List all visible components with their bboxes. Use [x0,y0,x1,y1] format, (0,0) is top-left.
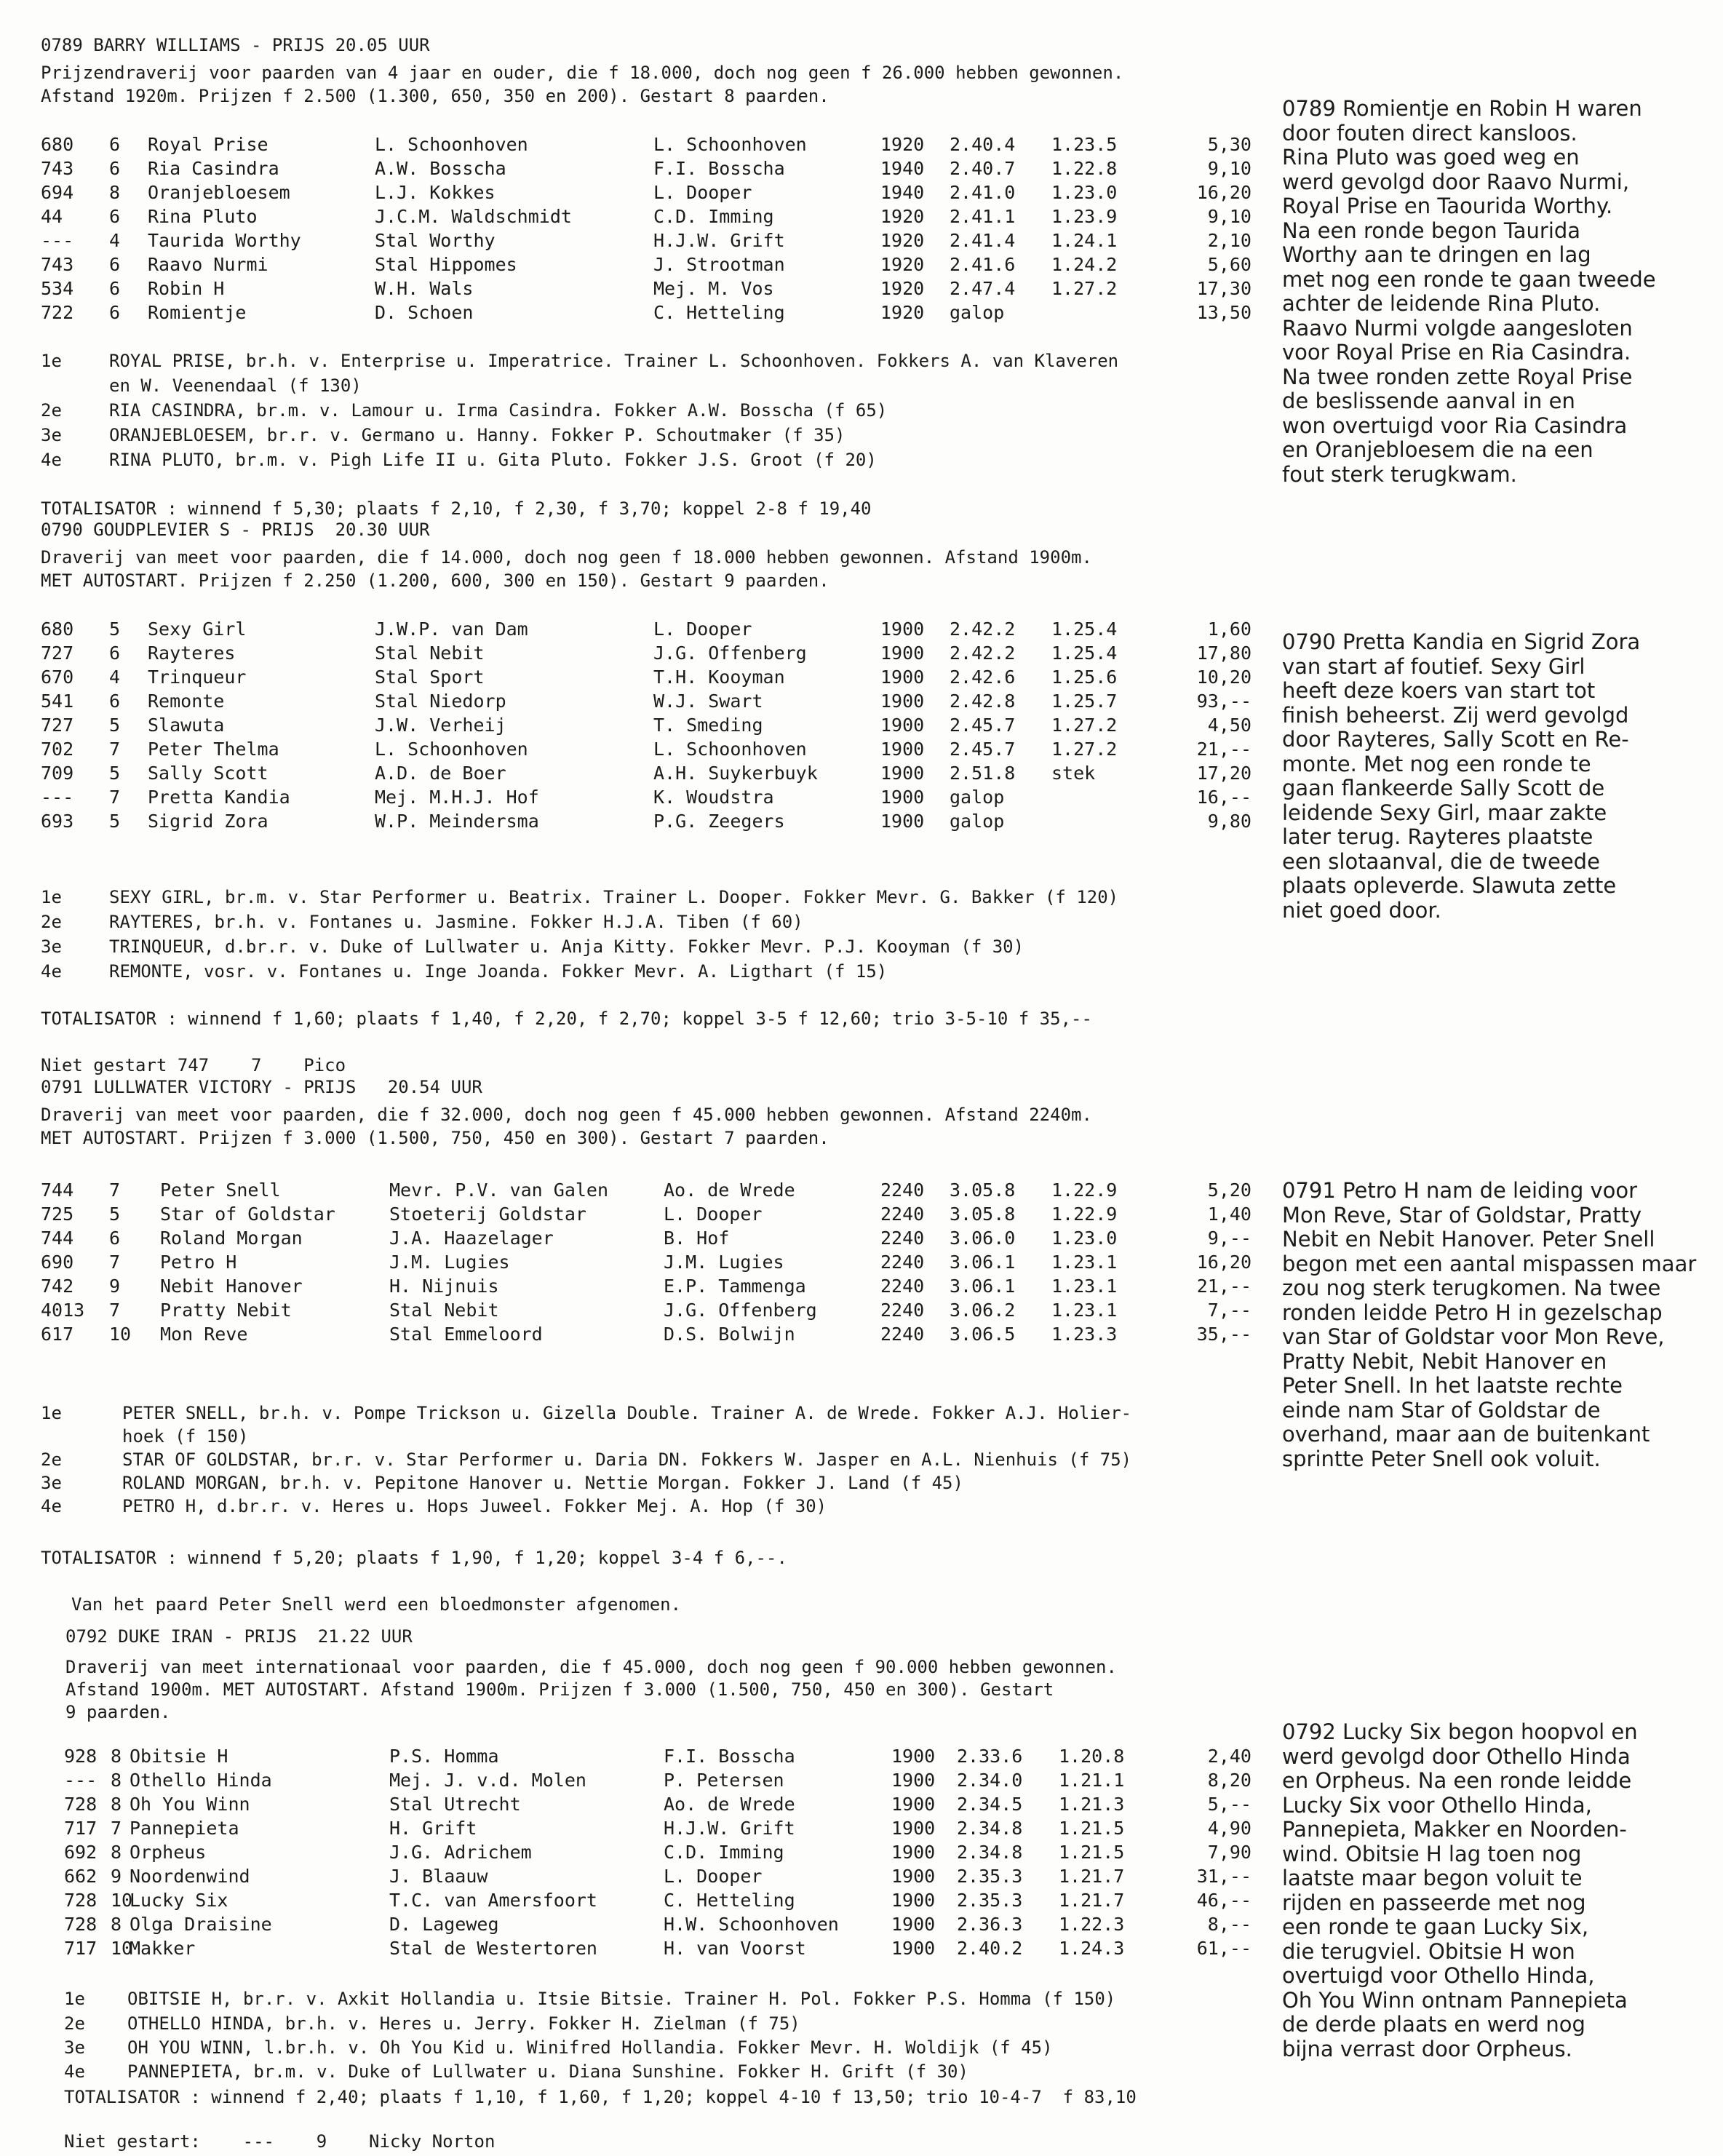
report-line: een slotaanval, die de tweede [1282,848,1600,874]
report-line: won overtuigd voor Ria Casindra [1282,413,1628,438]
race-description: Afstand 1900m. MET AUTOSTART. Afstand 1900m. Prijzen f 3.000 (1.500, 750, 450 en 300). Gestart [65,1679,1054,1700]
race-description: Draverij van meet internationaal voor paarden, die f 45.000, doch nog geen f 90.000 hebben gewonnen. [65,1657,1117,1677]
report-line: 0789 Romientje en Robin H waren [1282,96,1642,121]
report-line: sprintte Peter Snell ook voluit. [1282,1446,1601,1471]
table-row: 928 8 Obitsie H P.S. Homma F.I. Bosscha 1900 2.33.6 1.20.8 2,40 [64,1746,1252,1767]
placing-line: 1e PETER SNELL, br.h. v. Pompe Trickson u. Gizella Double. Trainer A. de Wrede. Fokker A.J. Holier- [41,1403,1132,1423]
report-line: wind. Obitsie H lag toen nog [1282,1841,1582,1866]
placing-line: 1e OBITSIE H, br.r. v. Axkit Hollandia u. Itsie Bitsie. Trainer H. Pol. Fokker P.S. Homma (f 150) [64,1989,1116,2009]
note: Van het paard Peter Snell werd een bloedmonster afgenomen. [71,1594,682,1615]
race-header: 0789 BARRY WILLIAMS - PRIJS 20.05 UUR [41,35,430,55]
report-line: Nebit en Nebit Hanover. Peter Snell [1282,1227,1655,1252]
report-line: achter de leidende Rina Pluto. [1282,291,1601,316]
table-row: --- 8 Othello Hinda Mej. J. v.d. Molen P. Petersen 1900 2.34.0 1.21.1 8,20 [64,1770,1252,1791]
report-line: Raavo Nurmi volgde aangesloten [1282,315,1633,341]
race-description: Draverij van meet voor paarden, die f 32.000, doch nog geen f 45.000 hebben gewonnen. Afstand 2240m. [41,1105,1092,1125]
table-row: 694 8 Oranjebloesem L.J. Kokkes L. Dooper 1940 2.41.0 1.23.0 16,20 [41,182,1252,203]
table-row: 717 7 Pannepieta H. Grift H.J.W. Grift 1900 2.34.8 1.21.5 4,90 [64,1818,1252,1839]
table-row: 743 6 Ria Casindra A.W. Bosscha F.I. Bosscha 1940 2.40.7 1.22.8 9,10 [41,158,1252,179]
not-started: Niet gestart 747 7 Pico [41,1055,346,1075]
report-line: Mon Reve, Star of Goldstar, Pratty [1282,1202,1642,1228]
report-line: bijna verrast door Orpheus. [1282,2036,1572,2061]
table-row: 617 10 Mon Reve Stal Emmeloord D.S. Bolwijn 2240 3.06.5 1.23.3 35,-- [41,1324,1252,1345]
table-row: 680 6 Royal Prise L. Schoonhoven L. Schoonhoven 1920 2.40.4 1.23.5 5,30 [41,134,1252,155]
placing-line: en W. Veenendaal (f 130) [109,375,362,396]
report-line: finish beheerst. Zij werd gevolgd [1282,702,1629,728]
report-line: een ronde te gaan Lucky Six, [1282,1914,1589,1939]
placing-line: 3e TRINQUEUR, d.br.r. v. Duke of Lullwater u. Anja Kitty. Fokker Mevr. P.J. Kooyman (f 30) [41,936,1024,957]
report-line: rijden en passeerde met nog [1282,1890,1586,1915]
table-row: 728 10 Lucky Six T.C. van Amersfoort C. Hetteling 1900 2.35.3 1.21.7 46,-- [64,1890,1252,1911]
report-line: Rina Pluto was goed weg en [1282,145,1580,170]
table-row: 728 8 Olga Draisine D. Lageweg H.W. Schoonhoven 1900 2.36.3 1.22.3 8,-- [64,1914,1252,1935]
report-line: begon met een aantal mispassen maar [1282,1251,1697,1276]
report-line: later terug. Rayteres plaatste [1282,824,1593,849]
table-row: 743 6 Raavo Nurmi Stal Hippomes J. Strootman 1920 2.41.6 1.24.2 5,60 [41,254,1252,275]
report-line: Peter Snell. In het laatste rechte [1282,1373,1623,1398]
report-line: plaats opleverde. Slawuta zette [1282,873,1617,898]
report-line: gaan flankeerde Sally Scott de [1282,776,1605,800]
report-line: met nog een ronde te gaan tweede [1282,266,1656,292]
table-row: 717 10 Makker Stal de Westertoren H. van Voorst 1900 2.40.2 1.24.3 61,-- [64,1938,1252,1959]
placing-line: 2e RAYTERES, br.h. v. Fontanes u. Jasmine. Fokker H.J.A. Tiben (f 60) [41,912,803,932]
table-row: 693 5 Sigrid Zora W.P. Meindersma P.G. Zeegers 1900 galop 9,80 [41,811,1252,832]
table-row: 692 8 Orpheus J.G. Adrichem C.D. Imming 1900 2.34.8 1.21.5 7,90 [64,1842,1252,1863]
report-line: werd gevolgd door Raavo Nurmi, [1282,169,1630,194]
race-header: 0791 LULLWATER VICTORY - PRIJS 20.54 UUR [41,1077,482,1097]
report-line: die terugviel. Obitsie H won [1282,1938,1575,1964]
table-row: 744 6 Roland Morgan J.A. Haazelager B. Hof 2240 3.06.0 1.23.0 9,-- [41,1228,1252,1249]
report-line: 0791 Petro H nam de leiding voor [1282,1178,1638,1203]
placing-line: 1e SEXY GIRL, br.m. v. Star Performer u. Beatrix. Trainer L. Dooper. Fokker Mevr. G. Bakker (f 120) [41,887,1119,907]
race-header: 0792 DUKE IRAN - PRIJS 21.22 UUR [65,1626,413,1647]
report-line: monte. Met nog een ronde te [1282,751,1591,776]
report-line: de derde plaats en werd nog [1282,2012,1585,2037]
totalisator: TOTALISATOR : winnend f 2,40; plaats f 1,10, f 1,60, f 1,20; koppel 4-10 f 13,50; trio 10-4-7 f 83,10 [64,2087,1137,2107]
table-row: 725 5 Star of Goldstar Stoeterij Goldstar L. Dooper 2240 3.05.8 1.22.9 1,40 [41,1204,1252,1225]
race-description: Afstand 1920m. Prijzen f 2.500 (1.300, 650, 350 en 200). Gestart 8 paarden. [41,86,829,106]
report-line: leidende Sexy Girl, maar zakte [1282,800,1607,825]
table-row: 722 6 Romientje D. Schoen C. Hetteling 1920 galop 13,50 [41,302,1252,323]
report-line: Lucky Six voor Othello Hinda, [1282,1792,1592,1818]
report-line: de beslissende aanval in en [1282,389,1575,413]
placing-line: hoek (f 150) [122,1426,249,1447]
report-line: voor Royal Prise en Ria Casindra. [1282,340,1631,365]
report-line: van Star of Goldstar voor Mon Reve, [1282,1324,1665,1349]
report-line: door fouten direct kansloos. [1282,120,1577,146]
race-report-0792 [1282,1720,1719,2061]
race-report-0790 [1282,630,1719,923]
table-row: 702 7 Peter Thelma L. Schoonhoven L. Schoonhoven 1900 2.45.7 1.27.2 21,-- [41,739,1252,760]
table-row: 744 7 Peter Snell Mevr. P.V. van Galen Ao. de Wrede 2240 3.05.8 1.22.9 5,20 [41,1180,1252,1201]
race-description: MET AUTOSTART. Prijzen f 3.000 (1.500, 750, 450 en 300). Gestart 7 paarden. [41,1128,829,1148]
placing-line: 1e ROYAL PRISE, br.h. v. Enterprise u. Imperatrice. Trainer L. Schoonhoven. Fokkers A. van Klaveren [41,351,1119,371]
report-line: van start af foutief. Sexy Girl [1282,653,1585,679]
table-row: 742 9 Nebit Hanover H. Nijnuis E.P. Tammenga 2240 3.06.1 1.23.1 21,-- [41,1276,1252,1297]
report-line: 0790 Pretta Kandia en Sigrid Zora [1282,629,1641,654]
table-row: 728 8 Oh You Winn Stal Utrecht Ao. de Wrede 1900 2.34.5 1.21.3 5,-- [64,1794,1252,1815]
totalisator: TOTALISATOR : winnend f 5,20; plaats f 1,90, f 1,20; koppel 3-4 f 6,--. [41,1548,787,1568]
race-description: Draverij van meet voor paarden, die f 14.000, doch nog geen f 18.000 hebben gewonnen. Afstand 1900m. [41,547,1092,568]
placing-line: 2e OTHELLO HINDA, br.h. v. Heres u. Jerry. Fokker H. Zielman (f 75) [64,2013,800,2034]
placing-line: 3e OH YOU WINN, l.br.h. v. Oh You Kid u. Winifred Hollandia. Fokker Mevr. H. Woldijk (f 45) [64,2037,1053,2058]
report-line: Na een ronde begon Taurida [1282,218,1581,243]
report-line: Royal Prise en Taourida Worthy. [1282,194,1613,218]
report-line: overhand, maar aan de buitenkant [1282,1422,1650,1447]
placing-line: 4e RINA PLUTO, br.m. v. Pigh Life II u. Gita Pluto. Fokker J.S. Groot (f 20) [41,450,877,470]
report-line: ronden leidde Petro H in gezelschap [1282,1300,1663,1325]
report-line: werd gevolgd door Othello Hinda [1282,1743,1631,1769]
table-row: --- 7 Pretta Kandia Mej. M.H.J. Hof K. Woudstra 1900 galop 16,-- [41,787,1252,808]
report-line: einde nam Star of Goldstar de [1282,1397,1601,1423]
race-header: 0790 GOUDPLEVIER S - PRIJS 20.30 UUR [41,520,430,540]
race-description: 9 paarden. [65,1702,171,1722]
table-row: 670 4 Trinqueur Stal Sport T.H. Kooyman 1900 2.42.6 1.25.6 10,20 [41,667,1252,688]
placing-line: 4e REMONTE, vosr. v. Fontanes u. Inge Joanda. Fokker Mevr. A. Ligthart (f 15) [41,961,888,982]
table-row: 4013 7 Pratty Nebit Stal Nebit J.G. Offenberg 2240 3.06.2 1.23.1 7,-- [41,1300,1252,1321]
report-line: overtuigd voor Othello Hinda, [1282,1963,1595,1988]
report-line: door Rayteres, Sally Scott en Re- [1282,727,1629,752]
race-description: MET AUTOSTART. Prijzen f 2.250 (1.200, 600, 300 en 150). Gestart 9 paarden. [41,570,829,591]
table-row: 727 5 Slawuta J.W. Verheij T. Smeding 1900 2.45.7 1.27.2 4,50 [41,715,1252,736]
totalisator: TOTALISATOR : winnend f 1,60; plaats f 1,40, f 2,20, f 2,70; koppel 3-5 f 12,60; trio 3-5-10 f 35,-- [41,1009,1092,1029]
table-row: 662 9 Noordenwind J. Blaauw L. Dooper 1900 2.35.3 1.21.7 31,-- [64,1866,1252,1887]
report-line: Na twee ronden zette Royal Prise [1282,364,1633,389]
report-line: zou nog sterk terugkomen. Na twee [1282,1276,1661,1300]
report-line: en Oranjebloesem die na een [1282,437,1593,462]
race-report-0791 [1282,1179,1719,1471]
placing-line: 2e STAR OF GOLDSTAR, br.r. v. Star Performer u. Daria DN. Fokkers W. Jasper en A.L. Nienhuis (f 75) [41,1449,1132,1470]
report-line: Oh You Winn ontnam Pannepieta [1282,1987,1628,2013]
race-report-0789 [1282,97,1719,487]
table-row: 709 5 Sally Scott A.D. de Boer A.H. Suykerbuyk 1900 2.51.8 stek 17,20 [41,763,1252,784]
table-row: --- 4 Taurida Worthy Stal Worthy H.J.W. Grift 1920 2.41.4 1.24.1 2,10 [41,230,1252,251]
placing-line: 2e RIA CASINDRA, br.m. v. Lamour u. Irma Casindra. Fokker A.W. Bosscha (f 65) [41,400,888,421]
totalisator: TOTALISATOR : winnend f 5,30; plaats f 2,10, f 2,30, f 3,70; koppel 2-8 f 19,40 [41,498,872,519]
report-line: en Orpheus. Na een ronde leidde [1282,1768,1632,1793]
table-row: 680 5 Sexy Girl J.W.P. van Dam L. Dooper 1900 2.42.2 1.25.4 1,60 [41,618,1252,640]
placing-line: 3e ORANJEBLOESEM, br.r. v. Germano u. Hanny. Fokker P. Schoutmaker (f 35) [41,425,845,445]
report-line: Pannepieta, Makker en Noorden- [1282,1817,1627,1842]
table-row: 534 6 Robin H W.H. Wals Mej. M. Vos 1920 2.47.4 1.27.2 17,30 [41,278,1252,299]
placing-line: 3e ROLAND MORGAN, br.h. v. Pepitone Hanover u. Nettie Morgan. Fokker J. Land (f 45) [41,1473,963,1493]
table-row: 44 6 Rina Pluto J.C.M. Waldschmidt C.D. Imming 1920 2.41.1 1.23.9 9,10 [41,206,1252,227]
table-row: 541 6 Remonte Stal Niedorp W.J. Swart 1900 2.42.8 1.25.7 93,-- [41,691,1252,712]
table-row: 690 7 Petro H J.M. Lugies J.M. Lugies 2240 3.06.1 1.23.1 16,20 [41,1252,1252,1273]
placing-line: 4e PETRO H, d.br.r. v. Heres u. Hops Juweel. Fokker Mej. A. Hop (f 30) [41,1496,827,1516]
report-line: Pratty Nebit, Nebit Hanover en [1282,1348,1607,1374]
placing-line: 4e PANNEPIETA, br.m. v. Duke of Lullwater u. Diana Sunshine. Fokker H. Grift (f 30) [64,2061,968,2082]
not-started: Niet gestart: --- 9 Nicky Norton [64,2131,496,2152]
table-row: 727 6 Rayteres Stal Nebit J.G. Offenberg 1900 2.42.2 1.25.4 17,80 [41,643,1252,664]
report-line: Worthy aan te dringen en lag [1282,242,1591,267]
report-line: heeft deze koers van start tot [1282,678,1596,703]
report-line: fout sterk terugkwam. [1282,461,1517,487]
report-line: 0792 Lucky Six begon hoopvol en [1282,1719,1638,1744]
report-line: niet goed door. [1282,897,1441,923]
race-description: Prijzendraverij voor paarden van 4 jaar en ouder, die f 18.000, doch nog geen f 26.000 hebben gewonnen. [41,63,1124,83]
report-line: laatste maar begon voluit te [1282,1866,1583,1890]
